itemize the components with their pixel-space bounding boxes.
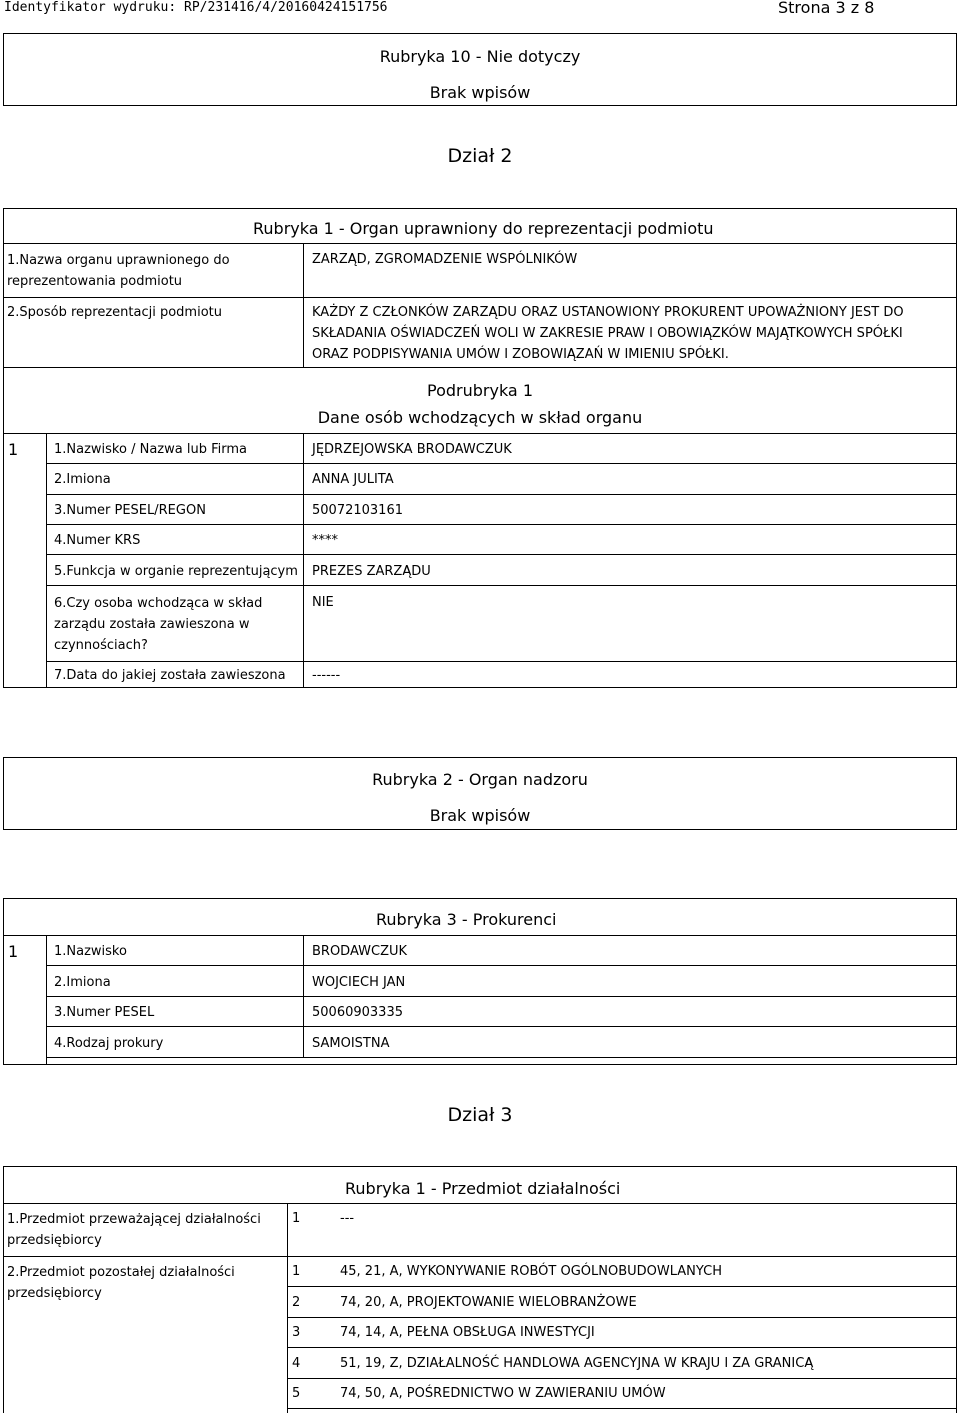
page-number: Strona 3 z 8 bbox=[778, 0, 875, 17]
person-pesel-label: 3.Numer PESEL/REGON bbox=[54, 503, 206, 518]
person-pesel-value: 50072103161 bbox=[312, 503, 403, 518]
person-krs-value: **** bbox=[312, 533, 338, 548]
proxy-names-label: 2.Imiona bbox=[54, 975, 111, 990]
podrubryka1-subtitle: Dane osób wchodzących w skład organu bbox=[317, 408, 643, 427]
rubryka3-title: Rubryka 3 - Prokurenci bbox=[376, 910, 557, 929]
proxy-surname-value: BRODAWCZUK bbox=[312, 944, 408, 959]
main-activity-num: 1 bbox=[292, 1211, 301, 1226]
person-surname-value: JĘDRZEJOWSKA BRODAWCZUK bbox=[312, 442, 512, 457]
rubryka2-empty: Brak wpisów bbox=[429, 806, 531, 825]
person-function-value: PREZES ZARZĄDU bbox=[312, 564, 431, 579]
dzial3-title: Dział 3 bbox=[447, 1104, 513, 1126]
person-suspended-value: NIE bbox=[312, 595, 334, 610]
main-activity-text: --- bbox=[340, 1211, 355, 1226]
podrubryka1-title: Podrubryka 1 bbox=[427, 381, 533, 400]
person-krs-label: 4.Numer KRS bbox=[54, 533, 141, 548]
activity-num: 3 bbox=[292, 1325, 301, 1340]
activity-text: 74, 50, A, POŚREDNICTWO W ZAWIERANIU UMÓW bbox=[340, 1386, 666, 1401]
rubryka10-empty: Brak wpisów bbox=[429, 83, 531, 102]
organ-name-value: ZARZĄD, ZGROMADZENIE WSPÓLNIKÓW bbox=[312, 252, 578, 267]
other-activity-label: 2.Przedmiot pozostałej działalności przedsiębiorcy bbox=[7, 1265, 235, 1301]
organ-name-label: 1.Nazwa organu uprawnionego do reprezentowania podmiotu bbox=[7, 253, 230, 289]
proxy-type-label: 4.Rodzaj prokury bbox=[54, 1036, 164, 1051]
rubryka2-title: Rubryka 2 - Organ nadzoru bbox=[372, 770, 588, 789]
proxy-type-value: SAMOISTNA bbox=[312, 1036, 390, 1051]
proxy-pesel-label: 3.Numer PESEL bbox=[54, 1005, 155, 1020]
person-suspended-label: 6.Czy osoba wchodząca w skład zarządu została zawieszona w czynnościach? bbox=[54, 596, 263, 653]
proxy-surname-label: 1.Nazwisko bbox=[54, 944, 127, 959]
dzial3-rubryka1-title: Rubryka 1 - Przedmiot działalności bbox=[345, 1179, 621, 1198]
representation-method-value: KAŻDY Z CZŁONKÓW ZARZĄDU ORAZ USTANOWIONY PROKURENT UPOWAŻNIONY JEST DO SKŁADANIA OŚWIADCZEŃ WOLI W ZAKRESIE PRAW I OBOWIĄZKÓW MAJĄTKOWYCH SPÓŁKI ORAZ PODPISYWANIA UMÓW I ZOBOWIĄZAŃ W IMIENIU SPÓŁKI. bbox=[312, 305, 904, 362]
person-function-label: 5.Funkcja w organie reprezentującym bbox=[54, 564, 298, 579]
dzial2-rubryka1-title: Rubryka 1 - Organ uprawniony do reprezentacji podmiotu bbox=[253, 219, 714, 238]
person-names-value: ANNA JULITA bbox=[312, 472, 394, 487]
activity-text: 51, 19, Z, DZIAŁALNOŚĆ HANDLOWA AGENCYJNA W KRAJU I ZA GRANICĄ bbox=[340, 1356, 814, 1371]
representation-method-label: 2.Sposób reprezentacji podmiotu bbox=[7, 305, 222, 320]
person-index: 1 bbox=[8, 440, 19, 459]
activity-num: 2 bbox=[292, 1295, 301, 1310]
dzial2-title: Dział 2 bbox=[447, 145, 513, 167]
activity-num: 4 bbox=[292, 1356, 301, 1371]
person-names-label: 2.Imiona bbox=[54, 472, 111, 487]
proxy-index: 1 bbox=[8, 942, 19, 961]
person-suspended-date-value: ------ bbox=[312, 668, 341, 683]
activity-num: 5 bbox=[292, 1386, 301, 1401]
person-surname-label: 1.Nazwisko / Nazwa lub Firma bbox=[54, 442, 247, 457]
rubryka10-title: Rubryka 10 - Nie dotyczy bbox=[379, 47, 581, 66]
activity-text: 45, 21, A, WYKONYWANIE ROBÓT OGÓLNOBUDOWLANYCH bbox=[340, 1264, 722, 1279]
proxy-pesel-value: 50060903335 bbox=[312, 1005, 403, 1020]
activity-num: 1 bbox=[292, 1264, 301, 1279]
activity-text: 74, 14, A, PEŁNA OBSŁUGA INWESTYCJI bbox=[340, 1325, 595, 1340]
proxy-names-value: WOJCIECH JAN bbox=[312, 975, 406, 990]
person-suspended-date-label: 7.Data do jakiej została zawieszona bbox=[54, 668, 286, 683]
activity-text: 74, 20, A, PROJEKTOWANIE WIELOBRANŻOWE bbox=[340, 1295, 637, 1310]
main-activity-label: 1.Przedmiot przeważającej działalności przedsiębiorcy bbox=[7, 1212, 261, 1248]
print-identifier: Identyfikator wydruku: RP/231416/4/20160424151756 bbox=[4, 0, 388, 15]
